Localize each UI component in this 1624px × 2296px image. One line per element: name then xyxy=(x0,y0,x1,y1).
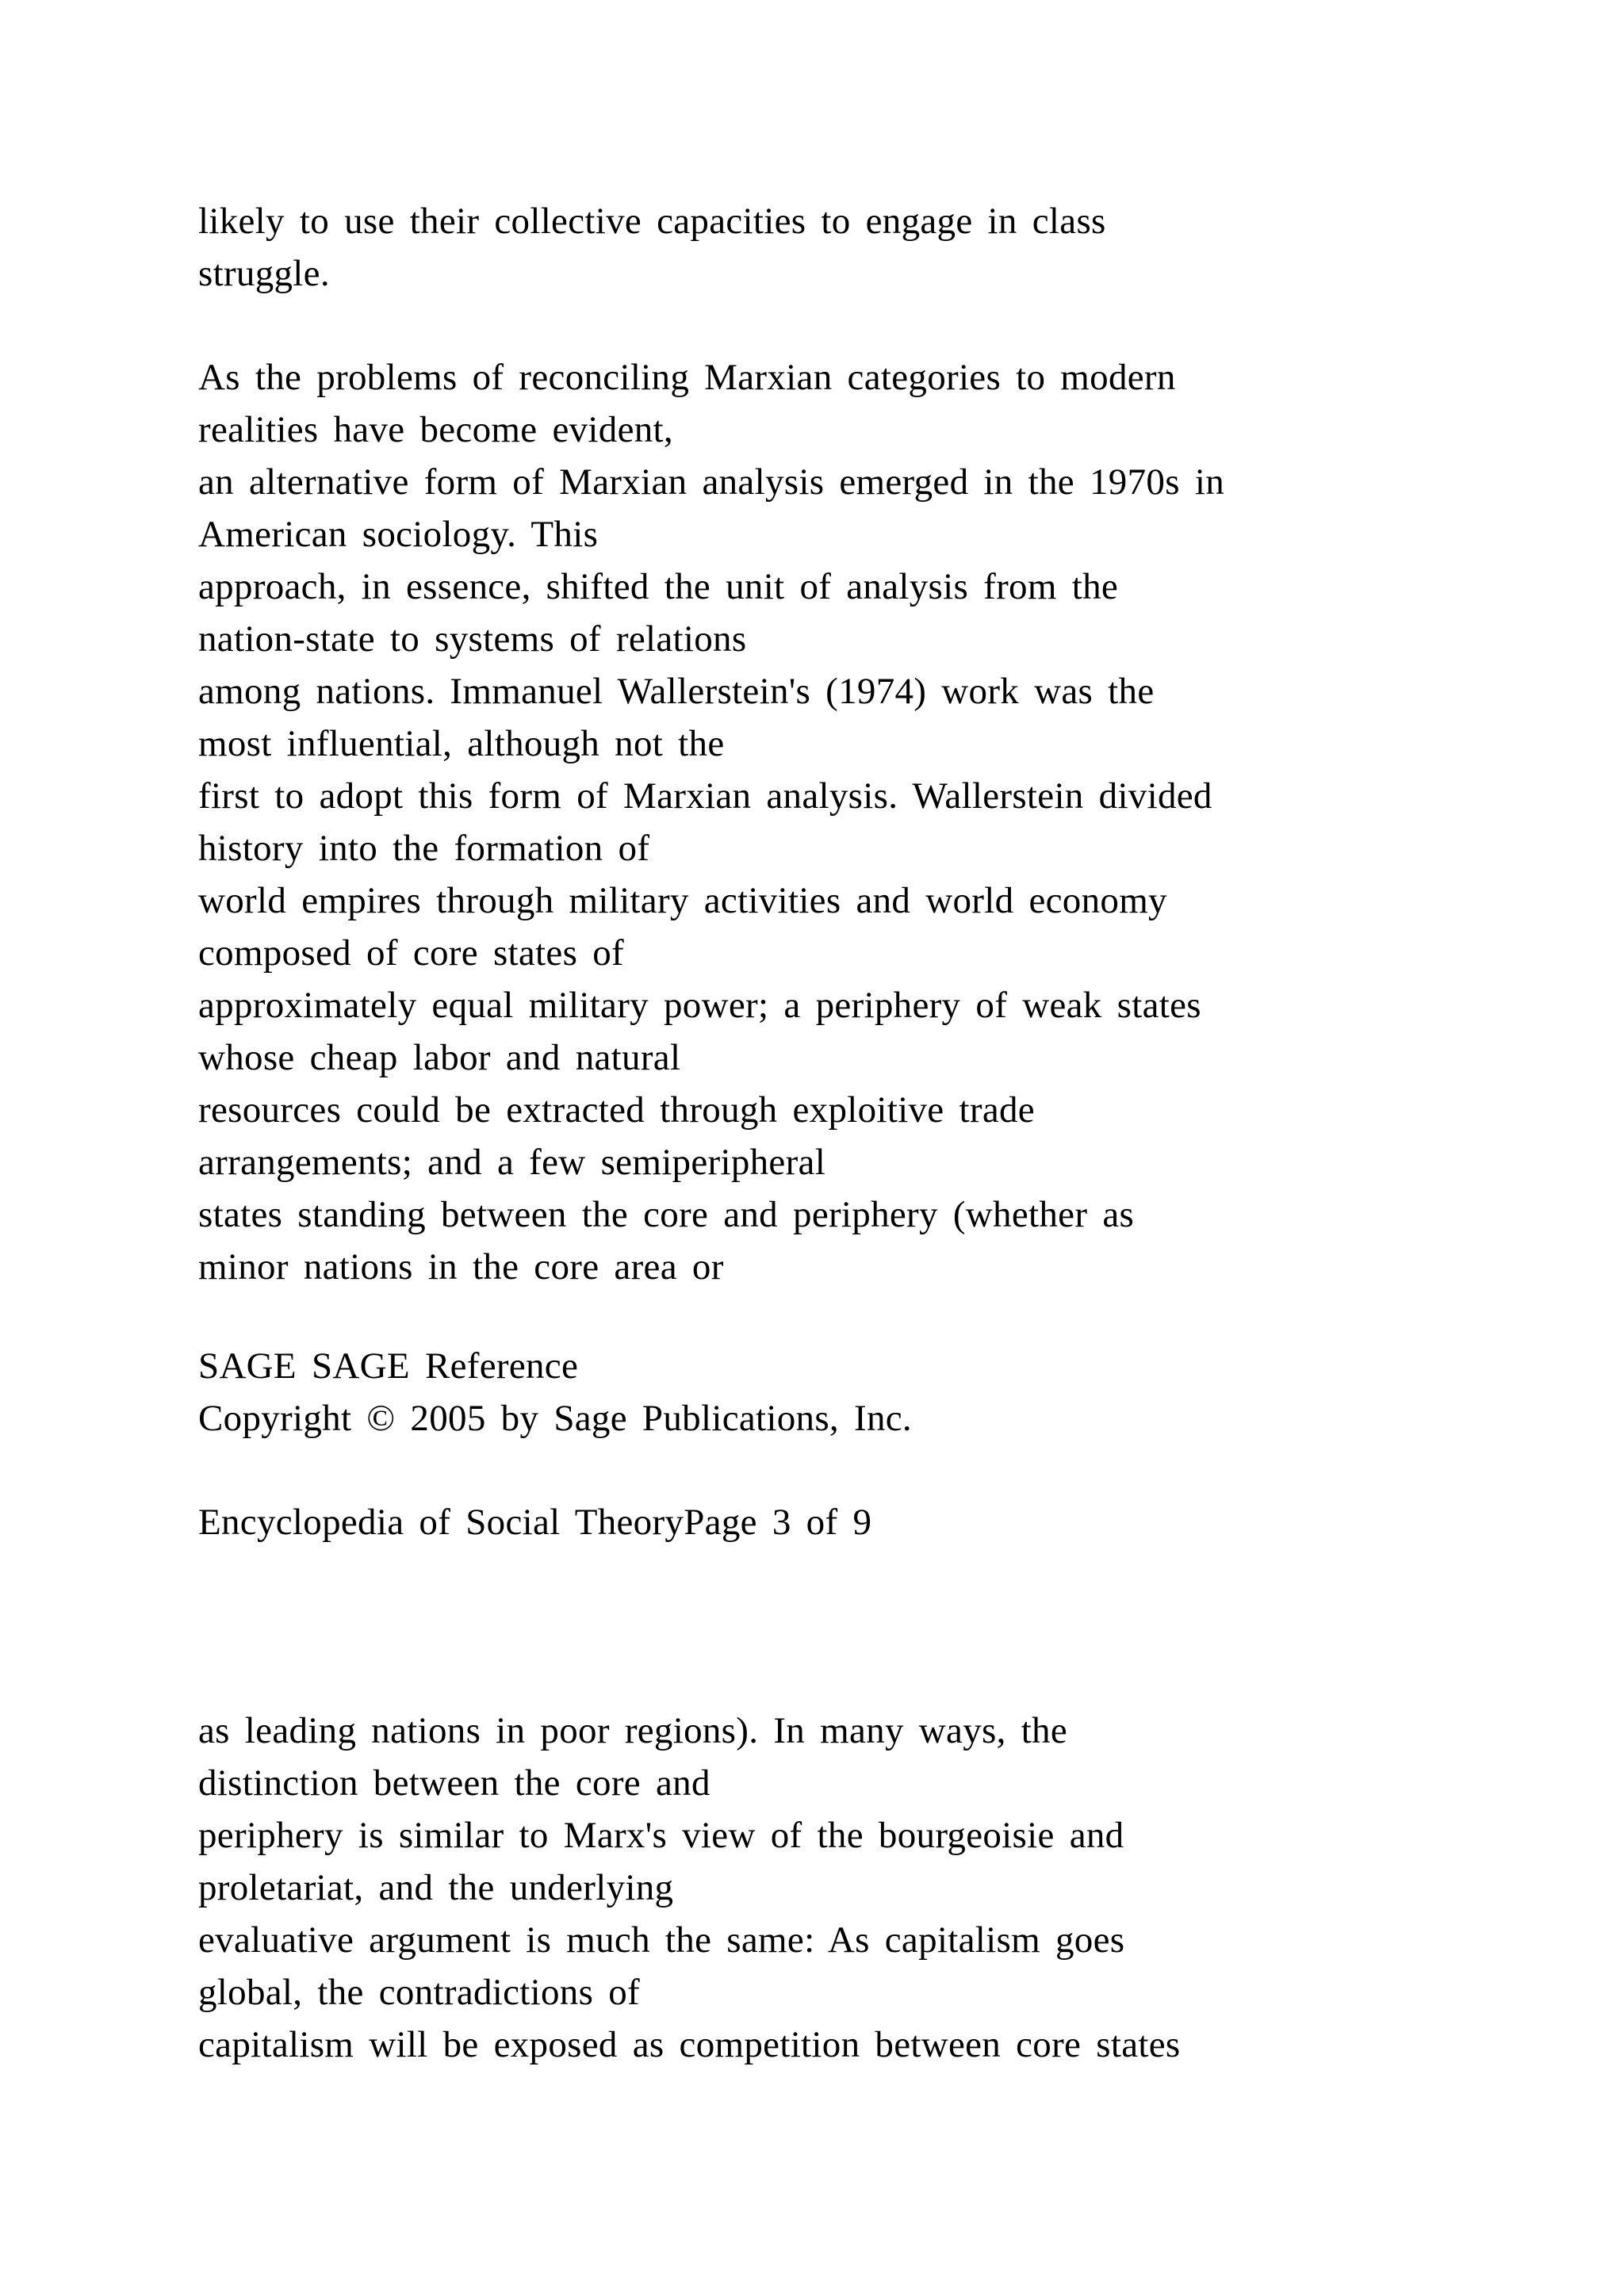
page-number-label: Encyclopedia of Social TheoryPage 3 of 9 xyxy=(198,1502,872,1543)
text-line: likely to use their collective capacities to engage in class xyxy=(198,201,1106,242)
text-line: American sociology. This xyxy=(198,514,599,555)
text-line: evaluative argument is much the same: As capitalism goes xyxy=(198,1919,1125,1961)
text-line: arrangements; and a few semiperipheral xyxy=(198,1142,826,1183)
text-line: states standing between the core and periphery (whether as xyxy=(198,1194,1135,1235)
text-line: proletariat, and the underlying xyxy=(198,1867,674,1908)
text-line: most influential, although not the xyxy=(198,723,725,764)
text-line: first to adopt this form of Marxian analysis. Wallerstein divided xyxy=(198,775,1212,817)
text-line: nation-state to systems of relations xyxy=(198,618,747,660)
paragraph-continuation xyxy=(198,195,1546,300)
text-line: composed of core states of xyxy=(198,932,624,974)
text-line: an alternative form of Marxian analysis emerged in the 1970s in xyxy=(198,461,1225,503)
copyright-notice: Copyright © 2005 by Sage Publications, Inc. xyxy=(198,1398,912,1439)
text-line: capitalism will be exposed as competition between core states xyxy=(198,2024,1181,2065)
text-line: realities have become evident, xyxy=(198,409,673,450)
text-line: resources could be extracted through exploitive trade xyxy=(198,1089,1035,1131)
text-line: approximately equal military power; a periphery of weak states xyxy=(198,985,1201,1026)
text-line: minor nations in the core area or xyxy=(198,1246,724,1288)
text-line: distinction between the core and xyxy=(198,1762,710,1804)
text-line: history into the formation of xyxy=(198,828,650,869)
text-line: among nations. Immanuel Wallerstein's (1974) work was the xyxy=(198,671,1155,712)
footer-page-info xyxy=(198,1496,1546,1548)
paragraph-core-periphery xyxy=(198,1705,1546,2071)
publisher-label: SAGE SAGE Reference xyxy=(198,1345,579,1387)
paragraph-world-systems xyxy=(198,351,1546,1293)
text-line: as leading nations in poor regions). In many ways, the xyxy=(198,1710,1068,1751)
text-line: global, the contradictions of xyxy=(198,1972,641,2013)
text-line: world empires through military activities and world economy xyxy=(198,880,1167,921)
text-line: struggle. xyxy=(198,253,330,294)
text-line: whose cheap labor and natural xyxy=(198,1037,681,1078)
text-line: approach, in essence, shifted the unit of analysis from the xyxy=(198,566,1119,607)
text-line: periphery is similar to Marx's view of the bourgeoisie and xyxy=(198,1815,1124,1856)
text-line: As the problems of reconciling Marxian categories to modern xyxy=(198,357,1176,398)
footer-publisher-block xyxy=(198,1340,1546,1445)
